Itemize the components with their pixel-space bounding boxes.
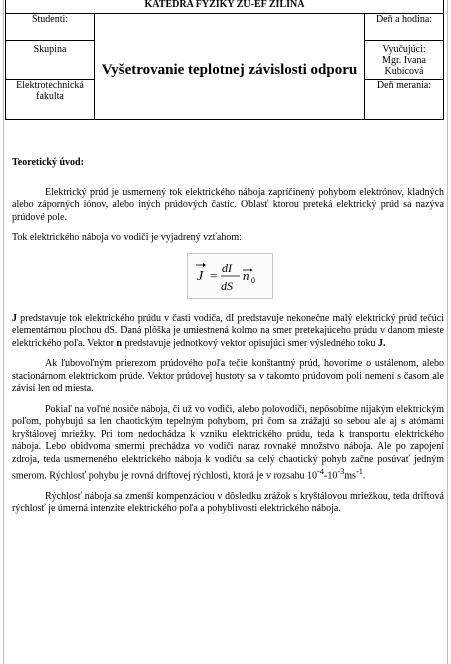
formula-lhs: J xyxy=(197,268,204,284)
current-density-formula xyxy=(187,253,273,299)
vector-arrowhead-n xyxy=(250,268,253,271)
formula-svg xyxy=(188,254,272,298)
exponent-2: -3 xyxy=(337,467,345,476)
exponent-1: -4 xyxy=(317,467,324,476)
paragraph-3-text: predstavuje tok elektrického prúdu v časti vodiča, dI predstavuje nekonečne malý elektrický prúd tečúci elementárnou plochou dS. Daná plôška je umiestnená kolmo na smer pretekajúceho prúdu v danom mieste elektrického poľa. Vektor xyxy=(12,312,444,349)
document-title: Vyšetrovanie teplotnej závislosti odporu xyxy=(95,14,365,120)
paragraph-5-text: Pokiaľ na voľné nosiče náboja, či už vo vodiči, alebo polovodiči, nepôsobíme nijakým elektrickým poľom, pohybujú sa len chaotickým tepelným pohybom, pri čom sa zrážajú so sebou ale aj s atómami kryštálovej mriežky. Pri tom nedochádza k vzniku elektrického prúdu, teda k transportu elektrického náboja. Lebo obidvoma smermi prechádza vo vodiči naraz rovnaké množstvo náboja. Ale po zapojení zdroja, teda usmerneného elektrického náboja k vodiču sa celý chaotický pohyb začne posúvať jedným smerom. Rýchlosť pohybu je rovná driftovej rýchlosti, ktorá je v rozsahu 10 xyxy=(12,403,444,482)
group-label: Skupina xyxy=(6,41,95,80)
page-margin-left xyxy=(3,0,4,664)
teacher-cell xyxy=(365,41,444,80)
teacher-name: Mgr. Ivana Kubicová xyxy=(382,55,426,77)
header-table xyxy=(5,13,444,120)
formula-numerator: dI xyxy=(222,260,232,275)
vector-arrowhead-j xyxy=(203,263,206,267)
symbol-j-end: J. xyxy=(378,337,386,349)
document-body xyxy=(12,157,444,524)
date-label: Deň a hodina: xyxy=(365,14,444,41)
paragraph-3 xyxy=(12,313,444,351)
paragraph-6: Rýchlosť náboja sa zmenší kompenzáciou v dôsledku zrážok s kryštálovou mriežkou, teda driftová rýchlosť je úmerná intenzite elektrického poľa a pohyblivosti elektrického náboja. xyxy=(12,490,444,515)
field-value: Elektrotechnická fakulta xyxy=(6,80,95,120)
symbol-n: n xyxy=(116,337,122,349)
section-title: Teoretický úvod: xyxy=(12,157,84,168)
paragraph-5-end: . xyxy=(362,470,366,482)
page-margin-right xyxy=(447,0,448,664)
department-header: KATEDRA FYZIKY ŽU-EF ŽILINA xyxy=(5,0,444,14)
paragraph-3-text-2: predstavuje jednotkový vektor opisujúci smer výsledného toku xyxy=(121,337,379,349)
paragraph-4: Ak ľubovoľným prierezom prúdového poľa tečie konštantný prúd, hovoríme o ustálenom, alebo stacionárnom elektrickom prúde. Vektor prúdovej hustoty sa v takomto prúdovom poli nemení s časom ale závisí len od miesta. xyxy=(12,358,444,394)
formula-equals: = xyxy=(210,267,218,283)
paragraph-5 xyxy=(12,404,444,483)
formula-denominator: dS xyxy=(221,278,233,293)
exponent-3: -1 xyxy=(355,467,363,476)
measure-label: Deň merania: xyxy=(365,80,444,120)
teacher-label: Vyučujúci: xyxy=(382,44,426,55)
paragraph-1: Elektrický prúd je usmernený tok elektrického náboja zapríčinený pohybom elektrónov, kladných alebo záporných iónov, alebo iných prúdových častíc. Oblasť ktorou preteká elektrický prúd sa nazýva prúdové pole. xyxy=(12,186,444,223)
symbol-j: J xyxy=(12,312,17,324)
student-label: Študenti: xyxy=(6,14,95,41)
formula-rhs: n xyxy=(243,267,250,283)
formula-subscript: 0 xyxy=(251,275,255,285)
paragraph-5-range: -10 xyxy=(323,470,338,482)
paragraph-2: Tok elektrického náboja vo vodiči je vyjadrený vzťahom: xyxy=(12,232,242,243)
paragraph-5-unit: ms xyxy=(344,470,356,482)
